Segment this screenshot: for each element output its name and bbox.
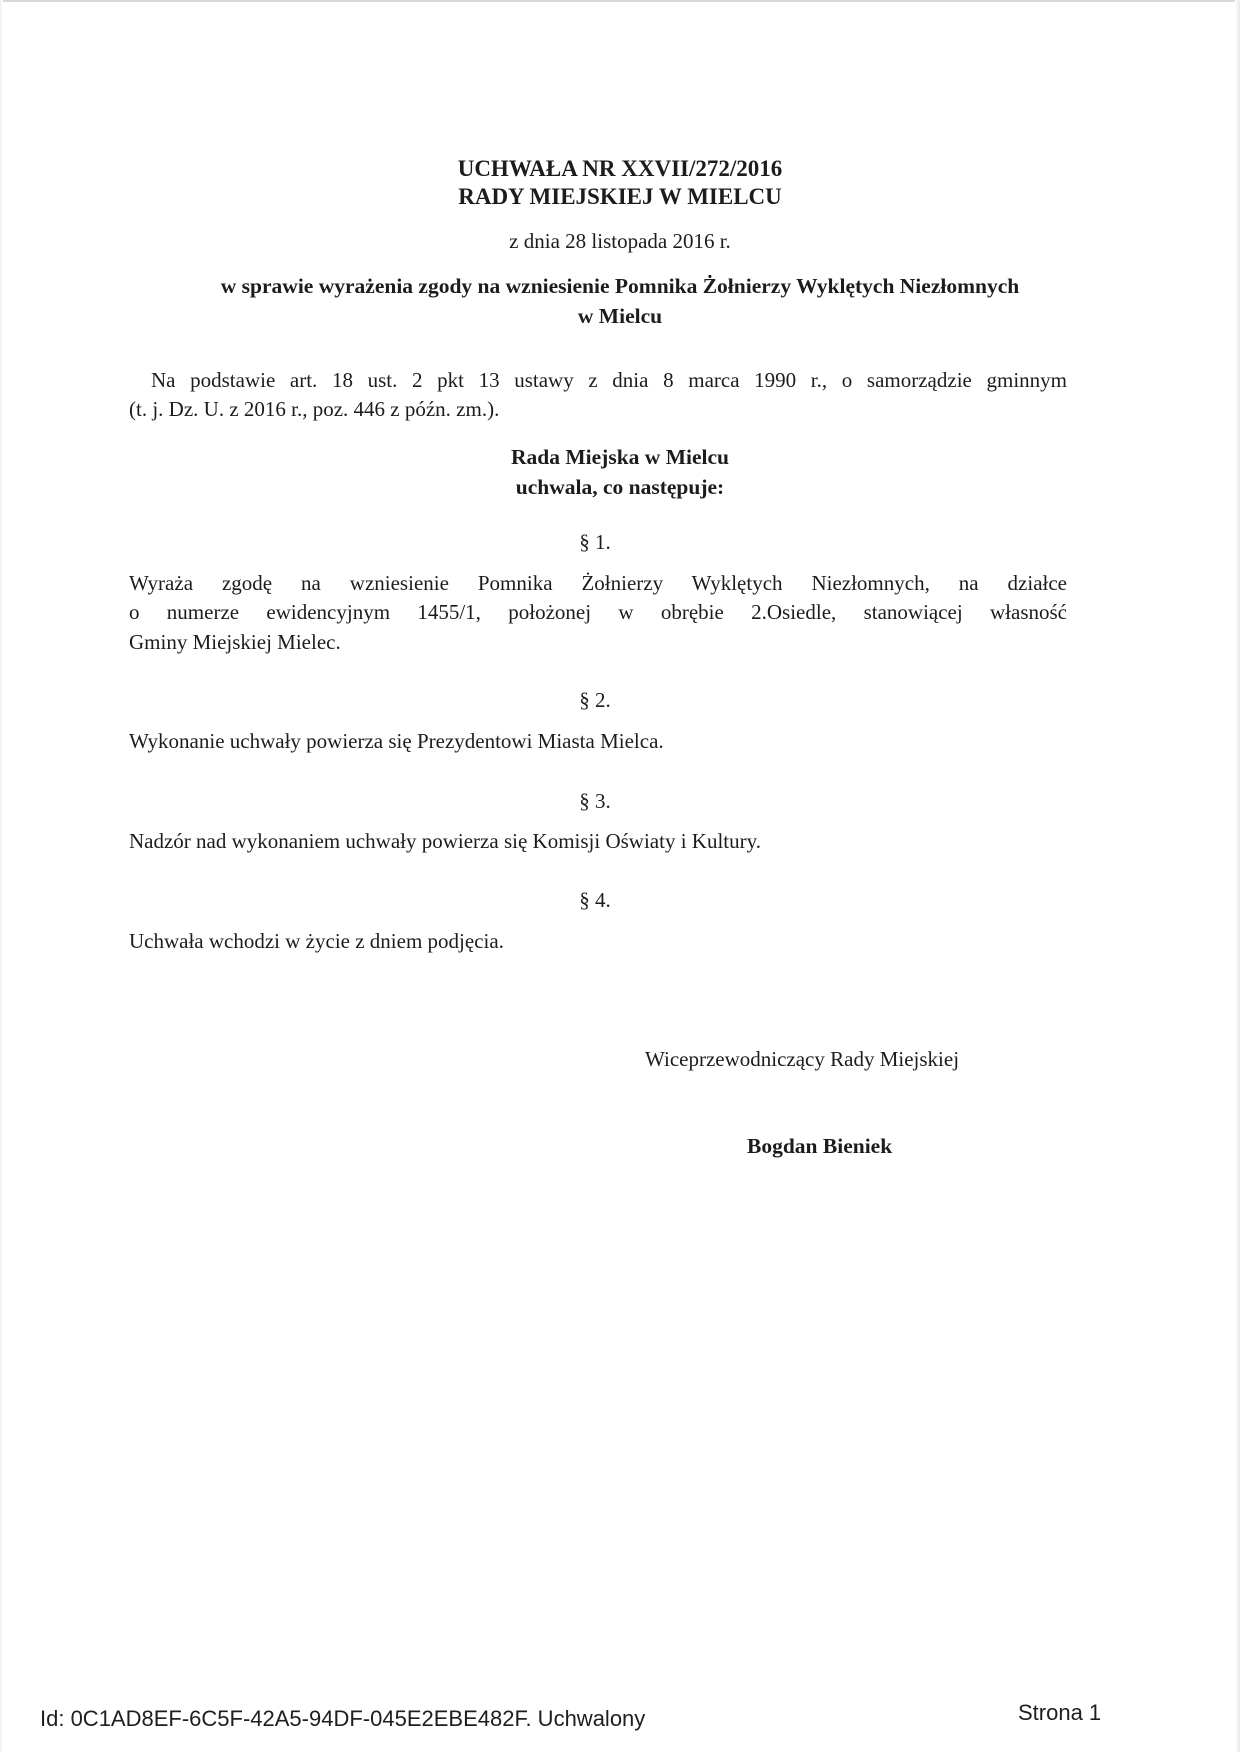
- section-3-sign: § 3.: [579, 789, 611, 813]
- resolution-subject-line2: w Mielcu: [577, 304, 663, 328]
- resolves-intro: uchwala, co następuje:: [515, 475, 725, 499]
- section-1-sign: § 1.: [579, 530, 611, 554]
- council-name-title: RADY MIEJSKIEJ W MIELCU: [458, 184, 782, 209]
- resolution-date: z dnia 28 listopada 2016 r.: [509, 229, 731, 253]
- council-intro: Rada Miejska w Mielcu: [511, 445, 729, 469]
- section-3-text: Nadzór nad wykonaniem uchwały powierza się Komisji Oświaty i Kultury.: [129, 829, 761, 853]
- page-number: Strona 1: [1018, 1700, 1102, 1725]
- section-1-text-line3: Gminy Miejskiej Mielec.: [129, 630, 341, 654]
- legal-basis-line1: Na podstawie art. 18 ust. 2 pkt 13 ustawy z dnia 8 marca 1990 r., o samorządzie gminnym: [151, 368, 1067, 392]
- scan-left-edge: [0, 0, 3, 1752]
- resolution-subject-line1: w sprawie wyrażenia zgody na wzniesienie Pomnika Żołnierzy Wyklętych Niezłomnych: [220, 274, 1020, 298]
- section-4-sign: § 4.: [579, 888, 611, 912]
- section-1-text-line2: o numerze ewidencyjnym 1455/1, położonej w obrębie 2.Osiedle, stanowiącej własność: [129, 600, 1067, 624]
- section-2-sign: § 2.: [579, 688, 611, 712]
- section-2-text: Wykonanie uchwały powierza się Prezydentowi Miasta Mielca.: [129, 729, 664, 753]
- scan-right-edge: [1235, 0, 1240, 1752]
- resolution-number-title: UCHWAŁA NR XXVII/272/2016: [457, 156, 783, 181]
- section-1-text-line1: Wyraża zgodę na wzniesienie Pomnika Żołnierzy Wyklętych Niezłomnych, na działce: [129, 571, 1067, 595]
- scan-top-edge: [0, 0, 1240, 2]
- document-id-footer: Id: 0C1AD8EF-6C5F-42A5-94DF-045E2EBE482F. Uchwalony: [40, 1706, 646, 1731]
- signatory-title: Wiceprzewodniczący Rady Miejskiej: [645, 1047, 960, 1071]
- signatory-name: Bogdan Bieniek: [747, 1134, 893, 1158]
- section-4-text: Uchwała wchodzi w życie z dniem podjęcia.: [129, 929, 504, 953]
- legal-basis-line2: (t. j. Dz. U. z 2016 r., poz. 446 z późn. zm.).: [129, 397, 500, 421]
